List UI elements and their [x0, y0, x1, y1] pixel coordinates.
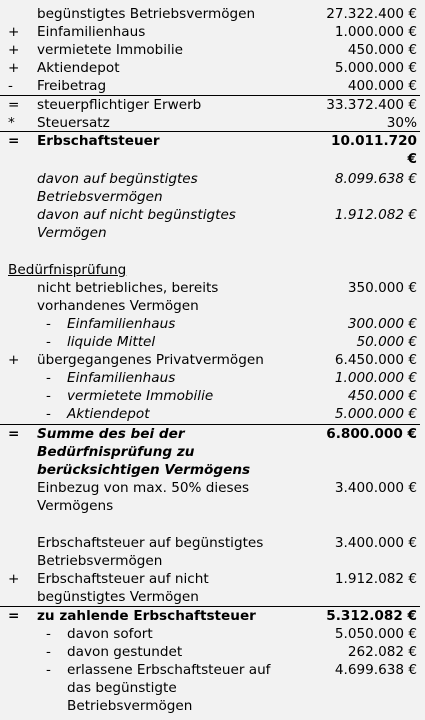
row-label: vermietete Immobilie	[37, 42, 183, 58]
row-label-line2: Betriebsvermögen	[37, 189, 163, 205]
row-label: Einfamilienhaus	[37, 24, 146, 40]
row-label: Aktiendepot	[37, 60, 120, 76]
row-label-line3: berücksichtigen Vermögens	[37, 462, 251, 478]
row-label-line2: begünstigtes Vermögen	[37, 589, 199, 605]
row-value: 50.000 €	[356, 334, 417, 350]
dash: -	[46, 370, 51, 386]
dash: -	[46, 662, 51, 678]
operator: *	[8, 115, 15, 131]
row-label: Einfamilienhaus	[67, 370, 176, 386]
row-label-line1: erlassene Erbschaftsteuer auf	[67, 662, 271, 678]
row-value: 6.450.000 €	[334, 352, 417, 368]
row-value: 300.000 €	[347, 316, 417, 332]
row-label: Freibetrag	[37, 78, 107, 94]
row-label: übergegangenes Privatvermögen	[37, 352, 264, 368]
operator: +	[8, 352, 20, 368]
row-label-line2: vorhandenes Vermögen	[37, 298, 199, 314]
row-label: vermietete Immobilie	[67, 388, 214, 404]
operator: +	[8, 60, 20, 76]
row-value: 3.400.000 €	[334, 535, 417, 551]
row-value: 450.000 €	[347, 42, 417, 58]
row-label: Aktiendepot	[67, 406, 150, 422]
operator: -	[8, 78, 13, 94]
row-value: 5.312.082 €	[326, 608, 417, 624]
row-value: 1.000.000 €	[334, 24, 417, 40]
row-value: 4.699.638 €	[334, 662, 417, 678]
row-value-currency: €	[407, 151, 417, 167]
dash: -	[46, 406, 51, 422]
row-value: 27.322.400 €	[326, 6, 417, 22]
row-value: 450.000 €	[347, 388, 417, 404]
row-value: 350.000 €	[347, 280, 417, 296]
row-label-line1: Erbschaftsteuer auf nicht	[37, 571, 209, 587]
operator: =	[8, 133, 20, 149]
row-label-line1: davon auf begünstigtes	[37, 171, 198, 187]
dash: -	[46, 316, 51, 332]
row-label-line2: Vermögen	[37, 225, 107, 241]
operator: +	[8, 42, 20, 58]
row-label: davon gestundet	[67, 644, 183, 660]
row-value: 3.400.000 €	[334, 480, 417, 496]
row-label: begünstigtes Betriebsvermögen	[37, 6, 256, 22]
section-heading: Bedürfnisprüfung	[8, 262, 127, 278]
row-label: Einfamilienhaus	[67, 316, 176, 332]
row-label-line1: Einbezug von max. 50% dieses	[37, 480, 250, 496]
operator: +	[8, 24, 20, 40]
row-label: liquide Mittel	[67, 334, 156, 350]
row-label: steuerpflichtiger Erwerb	[37, 97, 202, 113]
row-value: 5.050.000 €	[334, 626, 417, 642]
dash: -	[46, 644, 51, 660]
row-label: Erbschaftsteuer	[37, 133, 160, 149]
row-value: 30%	[386, 115, 417, 131]
operator: +	[8, 571, 20, 587]
row-value: 1.000.000 €	[334, 370, 417, 386]
dash: -	[46, 388, 51, 404]
operator: =	[8, 426, 20, 442]
operator: =	[8, 608, 20, 624]
row-label: davon sofort	[67, 626, 153, 642]
row-label-line3: Betriebsvermögen	[67, 698, 193, 714]
row-label-line1: davon auf nicht begünstigtes	[37, 207, 236, 223]
dash: -	[46, 626, 51, 642]
dash: -	[46, 334, 51, 350]
row-label-line1: nicht betriebliches, bereits	[37, 280, 219, 296]
row-value: 6.800.000 €	[326, 426, 417, 442]
row-value: 8.099.638 €	[334, 171, 417, 187]
row-label: zu zahlende Erbschaftsteuer	[37, 608, 256, 624]
row-value: 5.000.000 €	[334, 406, 417, 422]
row-value: 400.000 €	[347, 78, 417, 94]
row-label: Steuersatz	[37, 115, 110, 131]
row-value: 5.000.000 €	[334, 60, 417, 76]
row-label-line2: das begünstigte	[67, 680, 177, 696]
row-label-line1: Erbschaftsteuer auf begünstigtes	[37, 535, 264, 551]
row-label-line2: Vermögens	[37, 498, 114, 514]
row-value: 10.011.720	[331, 133, 417, 149]
row-value: 1.912.082 €	[334, 571, 417, 587]
row-value: 1.912.082 €	[334, 207, 417, 223]
row-label-line2: Betriebsvermögen	[37, 553, 163, 569]
operator: =	[8, 97, 20, 113]
row-value: 262.082 €	[347, 644, 417, 660]
row-value: 33.372.400 €	[326, 97, 417, 113]
row-label-line2: Bedürfnisprüfung zu	[37, 444, 195, 460]
row-label-line1: Summe des bei der	[37, 426, 185, 442]
